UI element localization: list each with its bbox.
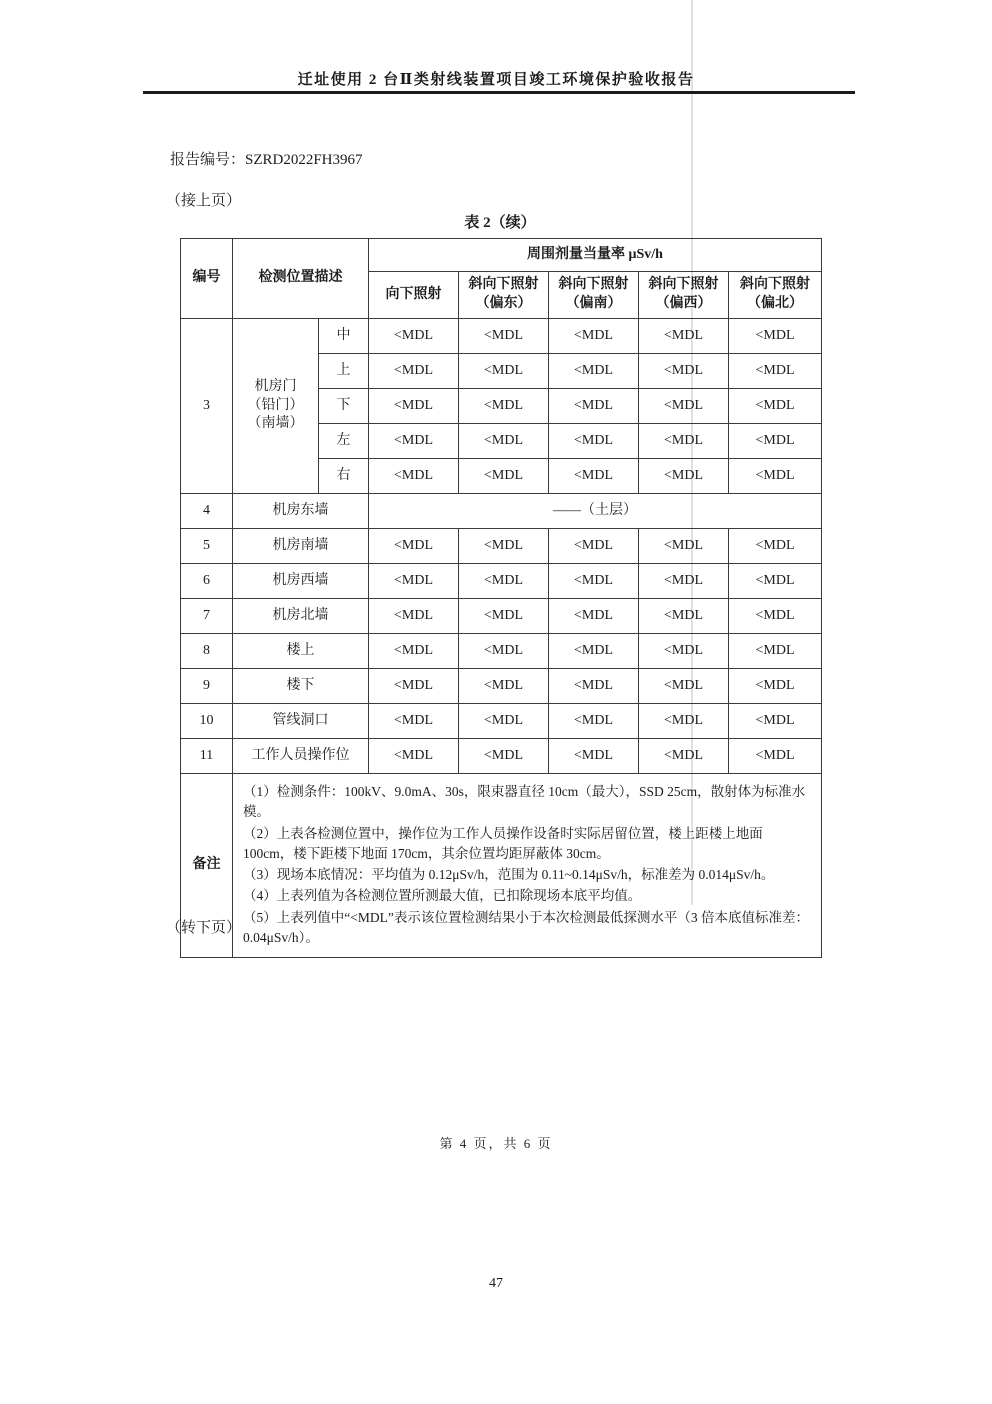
col-header-down-north: 斜向下照射（偏北） bbox=[729, 272, 822, 319]
cell-value: <MDL bbox=[729, 669, 822, 704]
page-footer: 第 4 页，共 6 页 bbox=[439, 1136, 553, 1151]
row-no: 6 bbox=[181, 564, 233, 599]
note-line: （1）检测条件：100kV、9.0mA、30s，限束器直径 10cm（最大），SSD 25cm，散射体为标准水模。 bbox=[243, 784, 806, 820]
cell-value: <MDL bbox=[639, 424, 729, 459]
table-row bbox=[181, 739, 822, 774]
table-row bbox=[181, 599, 822, 634]
notes-row bbox=[181, 774, 822, 958]
cell-value: <MDL bbox=[639, 669, 729, 704]
dose-rate-table bbox=[180, 238, 822, 958]
cell-value: <MDL bbox=[369, 739, 459, 774]
row-position: 机房门（铅门）（南墙） bbox=[233, 319, 319, 494]
cell-value: <MDL bbox=[639, 529, 729, 564]
row-no: 8 bbox=[181, 634, 233, 669]
row-position: 工作人员操作位 bbox=[233, 739, 369, 774]
cell-value: <MDL bbox=[729, 634, 822, 669]
table-row bbox=[181, 494, 822, 529]
cell-value: <MDL bbox=[459, 669, 549, 704]
cell-value: <MDL bbox=[369, 599, 459, 634]
row-position: 机房南墙 bbox=[233, 529, 369, 564]
cell-value: <MDL bbox=[549, 529, 639, 564]
header-divider bbox=[143, 91, 855, 94]
sub-position: 上 bbox=[319, 354, 369, 389]
cell-value: <MDL bbox=[549, 704, 639, 739]
table-row bbox=[181, 704, 822, 739]
cell-value: <MDL bbox=[729, 354, 822, 389]
cell-value: <MDL bbox=[459, 704, 549, 739]
cell-value: <MDL bbox=[729, 564, 822, 599]
cell-value: <MDL bbox=[459, 389, 549, 424]
cell-value: <MDL bbox=[729, 459, 822, 494]
cell-value: <MDL bbox=[369, 354, 459, 389]
row-position: 机房西墙 bbox=[233, 564, 369, 599]
note-line: （2）上表各检测位置中，操作位为工作人员操作设备时实际居留位置，楼上距楼上地面 100cm，楼下距楼下地面 170cm，其余位置均距屏蔽体 30cm。 bbox=[243, 825, 763, 861]
cell-value: <MDL bbox=[369, 389, 459, 424]
cell-value: <MDL bbox=[639, 319, 729, 354]
cell-value: <MDL bbox=[549, 354, 639, 389]
cell-value: <MDL bbox=[729, 599, 822, 634]
row-no: 5 bbox=[181, 529, 233, 564]
cell-value: <MDL bbox=[459, 739, 549, 774]
cell-value: <MDL bbox=[639, 739, 729, 774]
continued-to-note: （转下页） bbox=[166, 920, 242, 936]
row-no: 9 bbox=[181, 669, 233, 704]
table-header-row-1 bbox=[181, 239, 822, 272]
cell-value: <MDL bbox=[459, 354, 549, 389]
row-position: 机房北墙 bbox=[233, 599, 369, 634]
notes-content bbox=[233, 774, 822, 958]
cell-value: <MDL bbox=[549, 739, 639, 774]
cell-value: <MDL bbox=[639, 354, 729, 389]
cell-value: <MDL bbox=[459, 319, 549, 354]
row-no: 4 bbox=[181, 494, 233, 529]
cell-value: <MDL bbox=[549, 389, 639, 424]
cell-value: <MDL bbox=[639, 389, 729, 424]
sub-position: 中 bbox=[319, 319, 369, 354]
cell-value: <MDL bbox=[369, 424, 459, 459]
cell-value: <MDL bbox=[459, 599, 549, 634]
page-number: 47 bbox=[489, 1276, 503, 1291]
cell-value: <MDL bbox=[369, 459, 459, 494]
cell-value: <MDL bbox=[549, 424, 639, 459]
report-number: 报告编号：SZRD2022FH3967 bbox=[170, 152, 363, 168]
cell-value: <MDL bbox=[729, 529, 822, 564]
cell-value: <MDL bbox=[549, 319, 639, 354]
cell-value: <MDL bbox=[639, 634, 729, 669]
col-header-down-south: 斜向下照射（偏南） bbox=[549, 272, 639, 319]
row-position: 机房东墙 bbox=[233, 494, 369, 529]
col-header-down: 向下照射 bbox=[369, 272, 459, 319]
col-header-down-east: 斜向下照射（偏东） bbox=[459, 272, 549, 319]
cell-value: <MDL bbox=[729, 389, 822, 424]
cell-value: <MDL bbox=[639, 599, 729, 634]
cell-value: <MDL bbox=[549, 459, 639, 494]
cell-value: <MDL bbox=[639, 564, 729, 599]
sub-position: 左 bbox=[319, 424, 369, 459]
cell-value: <MDL bbox=[369, 529, 459, 564]
cell-value: <MDL bbox=[459, 634, 549, 669]
row-no: 7 bbox=[181, 599, 233, 634]
cell-value: <MDL bbox=[639, 459, 729, 494]
notes-label: 备注 bbox=[181, 774, 233, 958]
col-header-position: 检测位置描述 bbox=[233, 239, 369, 319]
table-row bbox=[181, 319, 822, 354]
cell-value: <MDL bbox=[459, 459, 549, 494]
cell-value: <MDL bbox=[639, 704, 729, 739]
note-line: （3）现场本底情况：平均值为 0.12μSv/h，范围为 0.11~0.14μSv/h，标准差为 0.014μSv/h。 bbox=[243, 867, 775, 882]
sub-position: 右 bbox=[319, 459, 369, 494]
cell-value: <MDL bbox=[369, 704, 459, 739]
row-position: 管线洞口 bbox=[233, 704, 369, 739]
cell-value: <MDL bbox=[369, 564, 459, 599]
note-line: （4）上表列值为各检测位置所测最大值，已扣除现场本底平均值。 bbox=[243, 888, 642, 904]
row-no: 10 bbox=[181, 704, 233, 739]
col-header-no: 编号 bbox=[181, 239, 233, 319]
cell-value-span: ——（土层） bbox=[369, 494, 822, 529]
cell-value: <MDL bbox=[369, 669, 459, 704]
cell-value: <MDL bbox=[729, 319, 822, 354]
table-row bbox=[181, 669, 822, 704]
cell-value: <MDL bbox=[729, 704, 822, 739]
note-line: （5）上表列值中“<MDL”表示该位置检测结果小于本次检测最低探测水平（3 倍本底值标准差：0.04μSv/h）。 bbox=[243, 909, 809, 945]
cell-value: <MDL bbox=[459, 424, 549, 459]
table-row bbox=[181, 529, 822, 564]
continued-from-note: （接上页） bbox=[166, 193, 242, 209]
col-header-down-west: 斜向下照射（偏西） bbox=[639, 272, 729, 319]
table-caption: 表 2（续） bbox=[464, 215, 536, 231]
col-header-dose-rate: 周围剂量当量率 μSv/h bbox=[369, 239, 822, 272]
row-no: 3 bbox=[181, 319, 233, 494]
cell-value: <MDL bbox=[459, 529, 549, 564]
row-position: 楼上 bbox=[233, 634, 369, 669]
table-row bbox=[181, 634, 822, 669]
row-no: 11 bbox=[181, 739, 233, 774]
cell-value: <MDL bbox=[549, 669, 639, 704]
cell-value: <MDL bbox=[729, 739, 822, 774]
document-header-title: 迁址使用 2 台Ⅱ类射线装置项目竣工环境保护验收报告 bbox=[297, 72, 695, 88]
cell-value: <MDL bbox=[549, 599, 639, 634]
row-position: 楼下 bbox=[233, 669, 369, 704]
sub-position: 下 bbox=[319, 389, 369, 424]
cell-value: <MDL bbox=[369, 634, 459, 669]
cell-value: <MDL bbox=[549, 564, 639, 599]
cell-value: <MDL bbox=[549, 634, 639, 669]
cell-value: <MDL bbox=[369, 319, 459, 354]
cell-value: <MDL bbox=[459, 564, 549, 599]
table-row bbox=[181, 564, 822, 599]
cell-value: <MDL bbox=[729, 424, 822, 459]
